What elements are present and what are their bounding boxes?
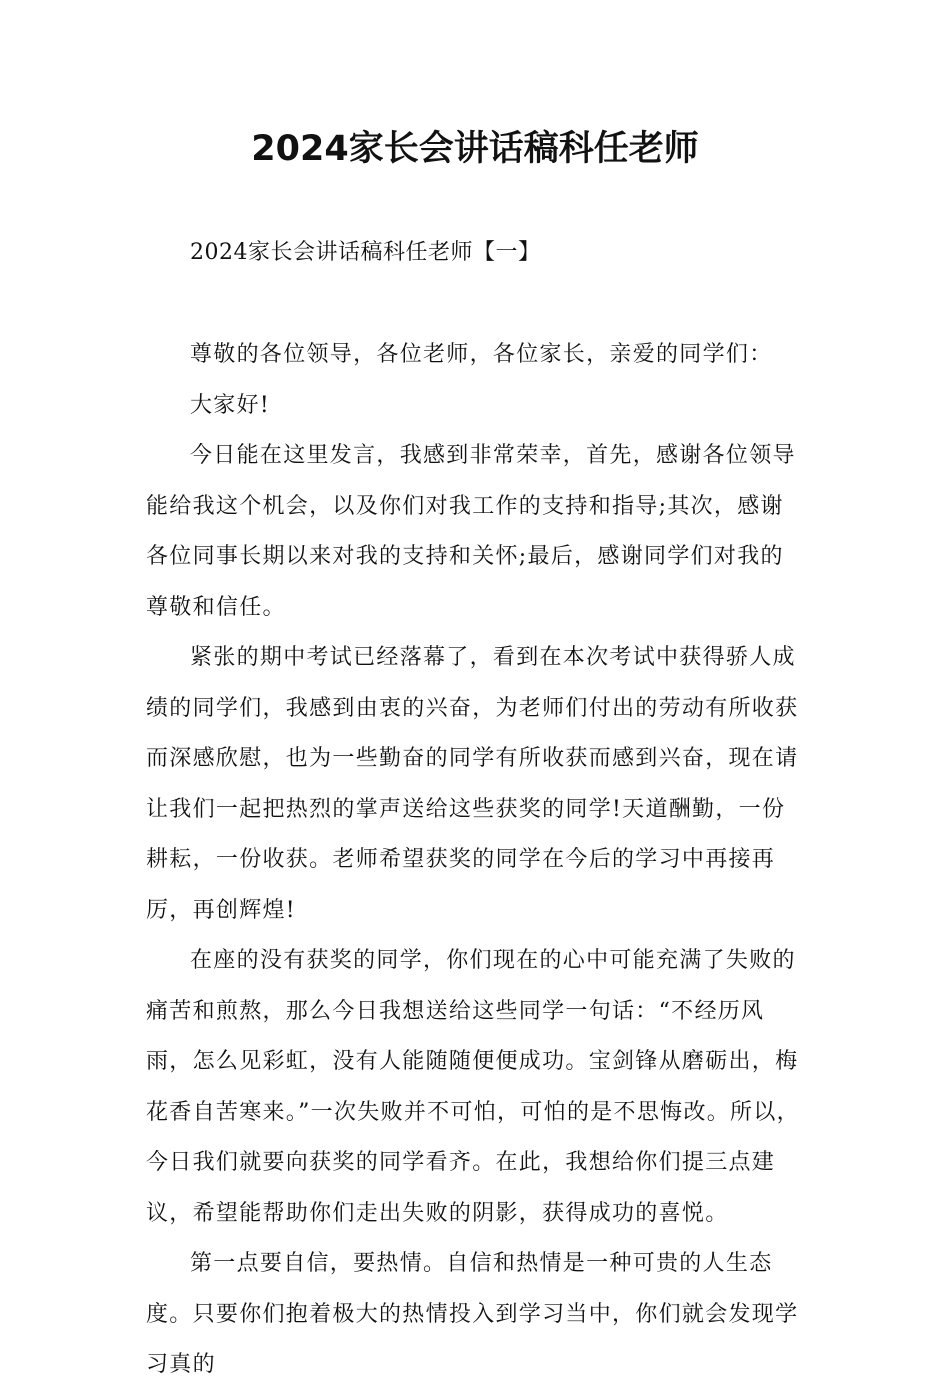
section-heading: 2024家长会讲话稿科任老师【一】 [190, 240, 541, 265]
greeting-paragraph: 大家好! [190, 392, 271, 418]
document-body [146, 330, 806, 1391]
salutation-paragraph: 尊敬的各位领导，各位老师，各位家长，亲爱的同学们： [190, 342, 773, 367]
thanks-paragraph: 今日能在这里发言，我感到非常荣幸，首先，感谢各位领导能给我这个机会，以及你们对我工作的支持和指导;其次，感谢各位同事长期以来对我的支持和关怀;最后，感谢同学们对我的尊敬和信任。 [146, 443, 796, 620]
exam-paragraph: 紧张的期中考试已经落幕了，看到在本次考试中获得骄人成绩的同学们，我感到由衷的兴奋，为老师们付出的劳动有所收获而深感欣慰，也为一些勤奋的同学有所收获而感到兴奋，现在请让我们一起把热烈的掌声送给这些获奖的同学!天道酬勤，一份耕耘，一份收获。老师希望获奖的同学在今后的学习中再接再厉，再创辉煌! [146, 645, 799, 923]
advice-paragraph: 第一点要自信，要热情。自信和热情是一种可贵的人生态度。只要你们抱着极大的热情投入到学习当中，你们就会发现学习真的 [146, 1251, 799, 1377]
encouragement-paragraph: 在座的没有获奖的同学，你们现在的心中可能充满了失败的痛苦和煎熬，那么今日我想送给这些同学一句话：“不经历风雨，怎么见彩虹，没有人能随随便便成功。宝剑锋从磨砺出，梅花香自苦寒来。”一次失败并不可怕，可怕的是不思悔改。所以，今日我们就要向获奖的同学看齐。在此，我想给你们提三点建议，希望能帮助你们走出失败的阴影，获得成功的喜悦。 [146, 948, 800, 1226]
document-title: 2024家长会讲话稿科任老师 [251, 129, 699, 169]
